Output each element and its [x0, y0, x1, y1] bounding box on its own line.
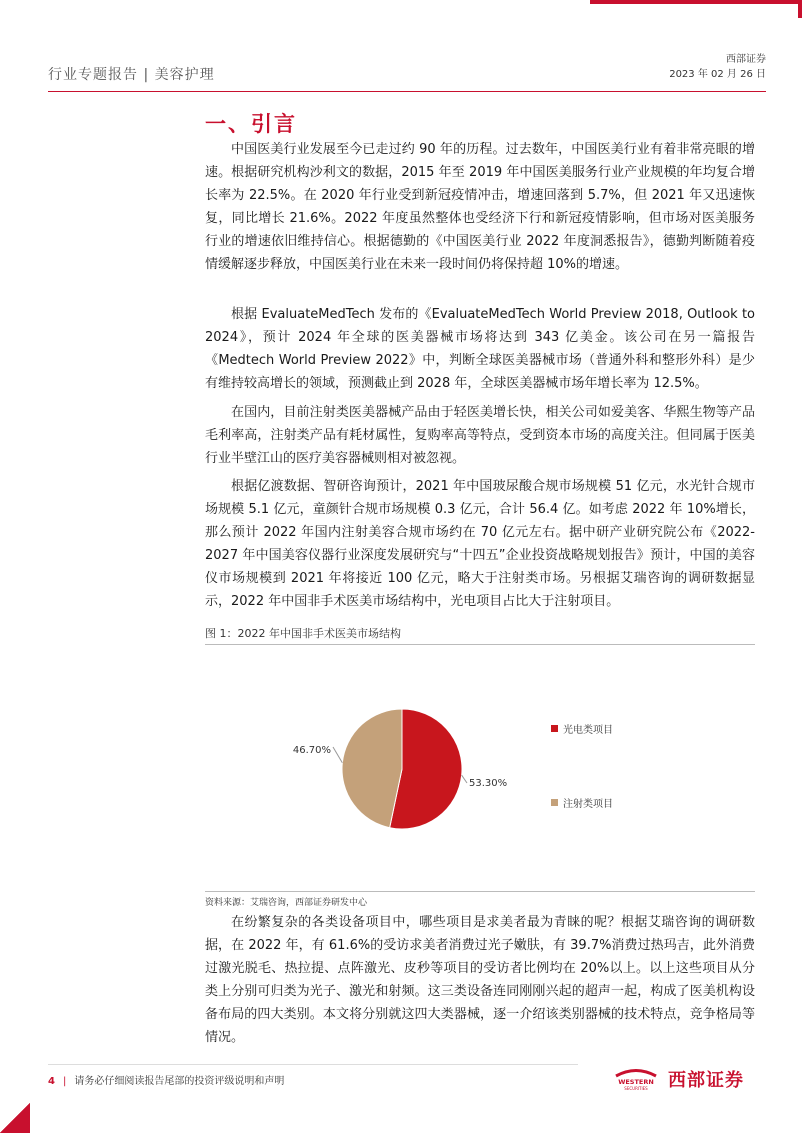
report-category: 行业专题报告 | 美容护理: [48, 67, 215, 83]
pie-leader-line-injection: [333, 747, 342, 763]
pie-slice-injection: [342, 709, 402, 828]
company-logo: [612, 1066, 744, 1092]
pie-chart: [205, 645, 755, 890]
header-date: 2023 年 02 月 26 日: [669, 69, 766, 80]
logo-english: WESTERN: [618, 1078, 654, 1086]
paragraph-market-size: 根据亿渡数据、智研咨询预计，2021 年中国玻尿酸合规市场规模 51 亿元，水光针合规市场规模 5.1 亿元，童颜针合规市场规模 0.3 亿元，合计 56.4 亿。如考虑 2022 年 10%增长，那么预计 2022 年国内注射美容合规市场约在 70 亿元左右。据中研产业研究院公布《2022-2027 年中国美容仪器行业深度发展研究与“十四五”企业投资战略规划报告》预计，中国的美容仪市场规模到 2021 年将接近 100 亿元，略大于注射类市场。另根据艾瑞咨询的调研数据显示，2022 年中国非手术医美市场结构中，光电项目占比大于注射项目。: [205, 479, 755, 609]
legend-label-injection: 注射类项目: [563, 799, 613, 810]
logo-english-sub: SECURITIES: [624, 1086, 648, 1091]
pie-leader-line-optoelectronic: [462, 775, 467, 783]
header-divider: [48, 91, 766, 92]
figure-title: 图 1：2022 年中国非手术医美市场结构: [205, 627, 401, 640]
legend-item-injection: [551, 795, 613, 810]
paragraph-popular-projects: 在纷繁复杂的各类设备项目中，哪些项目是求美者最为青睐的呢？根据艾瑞咨询的调研数据，在 2022 年，有 61.6%的受访求美者消费过光子嫩肤，有 39.7%消费过热玛吉，此外消费过激光脱毛、热拉提、点阵激光、皮秒等项目的受访者比例均在 20%以上。以上这些项目从分类上分别可归类为光子、激光和射频。这三类设备连同刚刚兴起的超声一起，构成了医美机构设备布局的四大类别。本文将分别就这四大类器械，逐一介绍该类别器械的技术特点，竞争格局等情况。: [205, 915, 755, 1045]
logo-chinese: 西部证券: [668, 1070, 744, 1091]
footer-notice: 请务必仔细阅读报告尾部的投资评级说明和声明: [74, 1076, 285, 1087]
top-accent-tick: [798, 0, 802, 18]
legend-swatch-optoelectronic: [551, 725, 558, 732]
section-title: 一、引言: [205, 112, 297, 136]
paragraph-global-market: 根据 EvaluateMedTech 发布的《EvaluateMedTech World Preview 2018, Outlook to 2024》，预计 2024 年全球的医美器械市场将达到 343 亿美金。该公司在另一篇报告《Medtech World Preview 2022》中，判断全球医美器械市场（普通外科和整形外科）是少有维持较高增长的领域，预测截止到 2028 年，全球医美器械市场年增长率为 12.5%。: [205, 307, 755, 391]
header-meta: [669, 52, 766, 82]
pie-label-optoelectronic: 53.30%: [469, 778, 508, 789]
page-number: 4: [48, 1076, 55, 1087]
figure-source: 资料来源：艾瑞咨询，西部证券研发中心: [205, 898, 368, 908]
top-accent-bar: [590, 0, 802, 4]
bottom-left-accent: [0, 1103, 30, 1133]
western-logo-icon: [612, 1067, 660, 1091]
paragraph-domestic: 在国内，目前注射类医美器械产品由于轻医美增长快，相关公司如爱美客、华熙生物等产品毛利率高，注射类产品有耗材属性，复购率高等特点，受到资本市场的高度关注。但同属于医美行业半壁江山的医疗美容器械则相对被忽视。: [205, 405, 755, 466]
header-company: 西部证券: [726, 54, 766, 65]
pie-label-injection: 46.70%: [292, 745, 331, 756]
footer-divider: [48, 1064, 578, 1065]
paragraph-intro: 中国医美行业发展至今已走过约 90 年的历程。过去数年，中国医美行业有着非常亮眼的增速。根据研究机构沙利文的数据，2015 年至 2019 年中国医美服务行业产业规模的年均复合增长率为 22.5%。在 2020 年行业受到新冠疫情冲击，增速回落到 5.7%，但 2021 年又迅速恢复，同比增长 21.6%。2022 年度虽然整体也受经济下行和新冠疫情影响，但市场对医美服务行业的增速依旧维持信心。根据德勤的《中国医美行业 2022 年度洞悉报告》，德勤判断随着疫情缓解逐步释放，中国医美行业在未来一段时间仍将保持超 10%的增速。: [205, 142, 755, 272]
pie-chart-svg: [205, 645, 755, 890]
legend-label-optoelectronic: 光电类项目: [563, 725, 613, 736]
figure-bottom-rule: [205, 891, 755, 892]
legend-item-optoelectronic: [551, 721, 613, 736]
footer-disclaimer: 4 | 请务必仔细阅读报告尾部的投资评级说明和声明: [48, 1076, 285, 1087]
legend-swatch-injection: [551, 799, 558, 806]
